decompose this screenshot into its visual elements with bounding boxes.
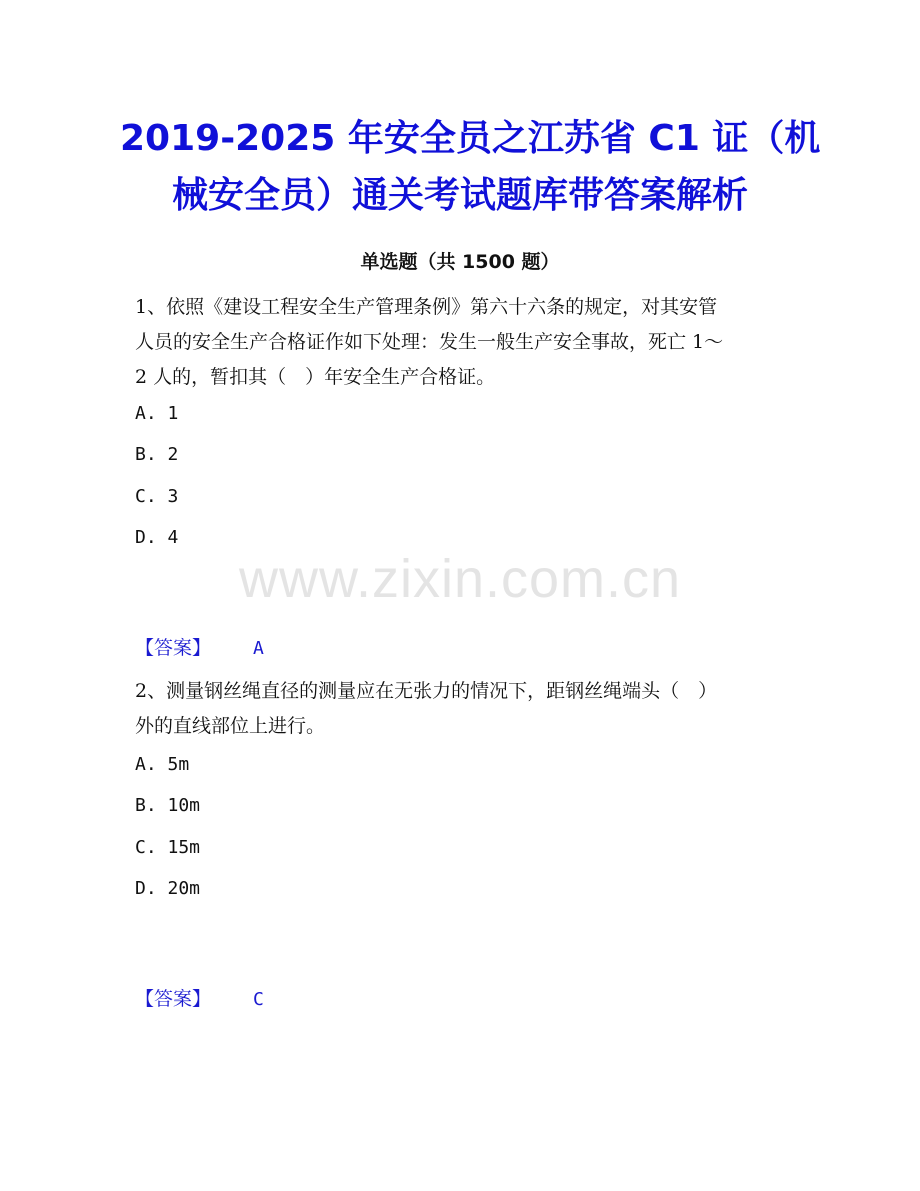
question-1-line-3: 2 人的，暂扣其（ ）年安全生产合格证。	[135, 366, 496, 388]
answer-label: 【答案】	[135, 637, 212, 659]
title-line-2: 械安全员）通关考试题库带答案解析	[171, 175, 748, 216]
question-2-option-a: A. 5m	[135, 754, 190, 775]
question-1-line-1: 1、依照《建设工程安全生产管理条例》第六十六条的规定，对其安管	[135, 296, 718, 318]
question-1-line-2: 人员的安全生产合格证作如下处理：发生一般生产安全事故，死亡 1～	[135, 331, 724, 353]
question-2-answer	[135, 985, 264, 1014]
question-2-option-d: D. 20m	[135, 878, 201, 899]
question-1-option-c: C. 3	[135, 486, 179, 507]
question-1-text	[135, 290, 790, 395]
question-2-text	[135, 674, 790, 744]
answer-value: A	[253, 638, 264, 659]
question-2-option-c: C. 15m	[135, 837, 201, 858]
question-1-answer	[135, 634, 264, 663]
question-1-option-d: D. 4	[135, 527, 179, 548]
section-heading: 单选题（共 1500 题）	[360, 251, 560, 273]
document-title	[120, 110, 821, 224]
answer-label: 【答案】	[135, 988, 212, 1010]
title-line-1: 2019-2025 年安全员之江苏省 C1 证（机	[120, 118, 821, 159]
watermark: www.zixin.com.cn	[238, 549, 682, 609]
question-1-option-a: A. 1	[135, 403, 179, 424]
question-2-option-b: B. 10m	[135, 795, 201, 816]
question-2-line-1: 2、测量钢丝绳直径的测量应在无张力的情况下，距钢丝绳端头（ ）	[135, 680, 718, 702]
answer-value: C	[253, 989, 264, 1010]
question-1-option-b: B. 2	[135, 444, 179, 465]
question-2-line-2: 外的直线部位上进行。	[135, 715, 326, 737]
